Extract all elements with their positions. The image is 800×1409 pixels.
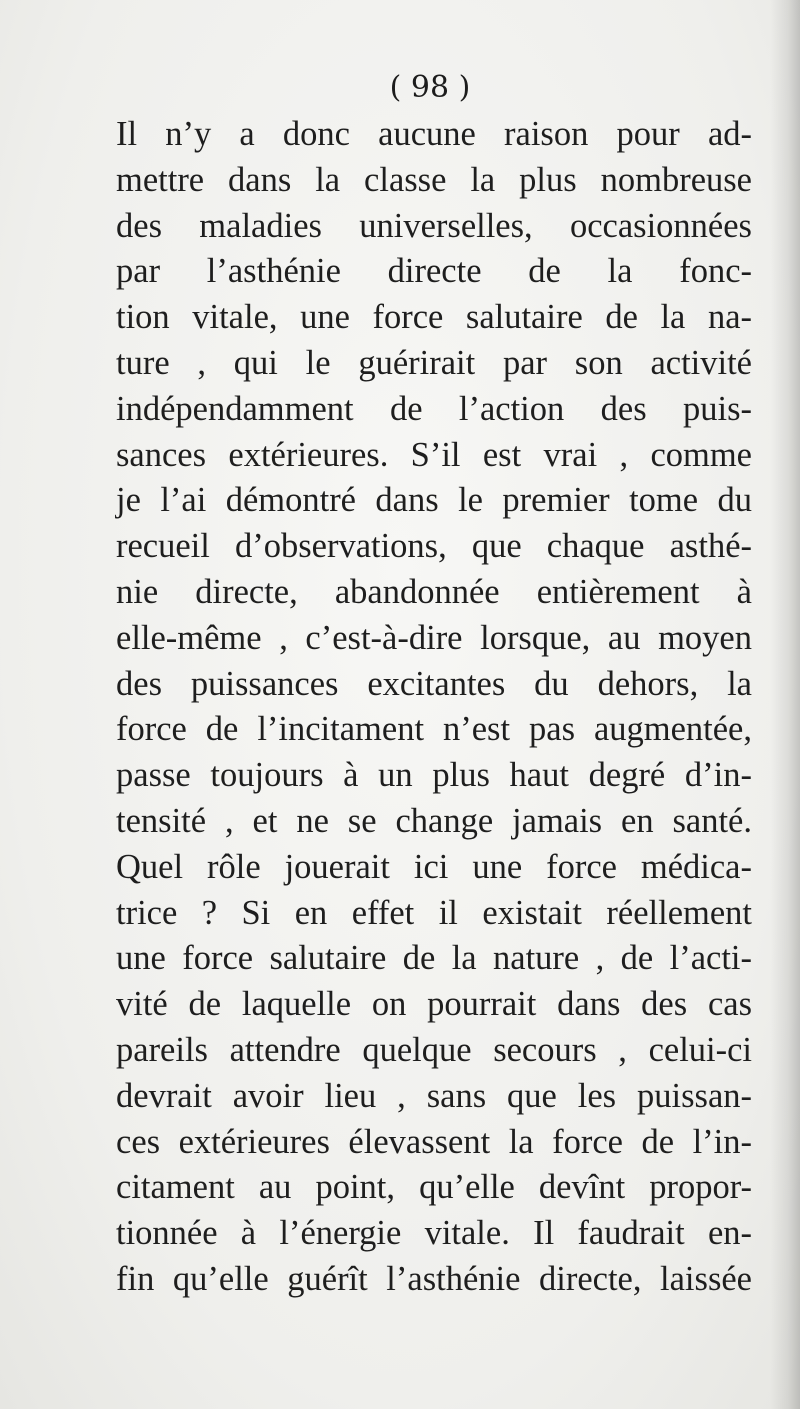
text-line: mettre dans la classe la plus nombreuse (116, 160, 752, 199)
text-line: une force salutaire de la nature , de l’acti- (116, 939, 752, 978)
text-line: des maladies universelles, occasionnées (116, 206, 752, 245)
text-line: ces extérieures élevassent la force de l’in- (116, 1122, 752, 1161)
text-line: tionnée à l’énergie vitale. Il faudrait en- (116, 1214, 752, 1253)
text-line: fin qu’elle guérît l’asthénie directe, laissée (116, 1259, 752, 1298)
body-text (116, 112, 752, 1303)
text-line: passe toujours à un plus haut degré d’in- (116, 756, 752, 795)
text-line: trice ? Si en effet il existait réellement (116, 893, 752, 932)
text-line: devrait avoir lieu , sans que les puissan- (116, 1076, 752, 1115)
text-line: Quel rôle jouerait ici une force médica- (116, 847, 752, 886)
text-line: indépendamment de l’action des puis- (116, 389, 752, 428)
text-line: nie directe, abandonnée entièrement à (116, 572, 752, 611)
text-line: tion vitale, une force salutaire de la na- (116, 298, 752, 337)
text-line: ture , qui le guérirait par son activité (116, 343, 752, 382)
page-number: ( 98 ) (389, 70, 471, 105)
text-line: Il n’y a donc aucune raison pour ad- (116, 115, 752, 153)
text-line: pareils attendre quelque secours , celui-ci (116, 1030, 752, 1069)
text-line: par l’asthénie directe de la fonc- (116, 252, 752, 291)
text-line: sances extérieures. S’il est vrai , comme (116, 435, 752, 474)
text-line: recueil d’observations, que chaque asthé- (116, 527, 752, 566)
text-line: des puissances excitantes du dehors, la (116, 664, 752, 703)
text-line: citament au point, qu’elle devînt propor- (116, 1168, 752, 1207)
text-line: je l’ai démontré dans le premier tome du (116, 481, 752, 520)
text-line: tensité , et ne se change jamais en santé. (116, 801, 752, 840)
text-line: vité de laquelle on pourrait dans des cas (116, 985, 752, 1024)
page-edge-shadow (770, 0, 800, 1409)
text-line: elle-même , c’est-à-dire lorsque, au moyen (116, 618, 752, 657)
text-line: force de l’incitament n’est pas augmentée, (116, 710, 752, 749)
